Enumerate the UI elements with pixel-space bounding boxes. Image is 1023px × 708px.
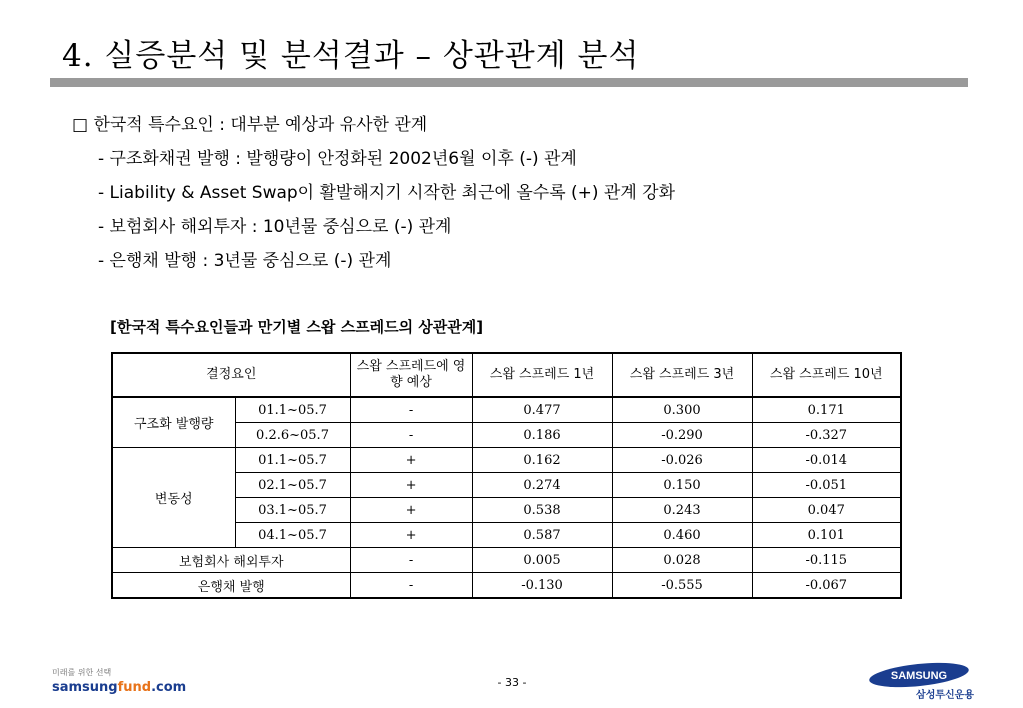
value-cell: -0.067 xyxy=(752,573,901,599)
value-cell: 0.587 xyxy=(472,523,612,548)
value-cell: 0.274 xyxy=(472,473,612,498)
period-cell: 03.1~05.7 xyxy=(235,498,350,523)
samsung-logo xyxy=(862,662,974,704)
brand-part-samsung: samsung xyxy=(52,680,118,695)
row-label-bank-bond: 은행채 발행 xyxy=(112,573,350,599)
footer-brand-url[interactable] xyxy=(52,680,186,695)
effect-cell: - xyxy=(350,548,472,573)
brand-part-com: .com xyxy=(151,680,187,695)
period-cell: 02.1~05.7 xyxy=(235,473,350,498)
page-number: - 33 - xyxy=(497,676,527,689)
row-label-insurance: 보험회사 해외투자 xyxy=(112,548,350,573)
brand-part-fund: fund xyxy=(117,680,152,695)
value-cell: -0.115 xyxy=(752,548,901,573)
header-spread-10y: 스왑 스프레드 10년 xyxy=(752,353,901,397)
logo-wordmark: SAMSUNG xyxy=(890,670,948,682)
value-cell: -0.051 xyxy=(752,473,901,498)
bullet-item: - 보험회사 해외투자 : 10년물 중심으로 (-) 관계 xyxy=(98,217,452,237)
value-cell: -0.290 xyxy=(612,423,752,448)
bullet-list xyxy=(72,108,675,278)
header-factor: 결정요인 xyxy=(112,353,350,397)
value-cell: 0.460 xyxy=(612,523,752,548)
value-cell: 0.028 xyxy=(612,548,752,573)
value-cell: 0.300 xyxy=(612,397,752,423)
table-header-row xyxy=(112,353,901,397)
value-cell: 0.538 xyxy=(472,498,612,523)
value-cell: 0.005 xyxy=(472,548,612,573)
effect-cell: - xyxy=(350,423,472,448)
period-cell: 01.1~05.7 xyxy=(235,397,350,423)
value-cell: 0.243 xyxy=(612,498,752,523)
value-cell: 0.171 xyxy=(752,397,901,423)
table-row xyxy=(112,573,901,599)
value-cell: 0.162 xyxy=(472,448,612,473)
value-cell: 0.047 xyxy=(752,498,901,523)
value-cell: 0.150 xyxy=(612,473,752,498)
period-cell: 01.1~05.7 xyxy=(235,448,350,473)
header-effect: 스왑 스프레드에 영향 예상 xyxy=(350,353,472,397)
value-cell: -0.026 xyxy=(612,448,752,473)
footer-tagline: 미래를 위한 선택 xyxy=(52,668,112,677)
effect-cell: + xyxy=(350,448,472,473)
table-row xyxy=(112,548,901,573)
slide-title: 4. 실증분석 및 분석결과 – 상관관계 분석 xyxy=(62,38,640,74)
value-cell: -0.555 xyxy=(612,573,752,599)
header-spread-1y: 스왑 스프레드 1년 xyxy=(472,353,612,397)
bullet-item: - 은행채 발행 : 3년물 중심으로 (-) 관계 xyxy=(98,251,392,271)
correlation-table xyxy=(111,352,902,599)
effect-cell: + xyxy=(350,498,472,523)
value-cell: 0.186 xyxy=(472,423,612,448)
effect-cell: - xyxy=(350,397,472,423)
group-label-volatility: 변동성 xyxy=(112,448,235,548)
table-row xyxy=(112,397,901,423)
samsung-logo-icon xyxy=(862,662,974,688)
effect-cell: + xyxy=(350,523,472,548)
header-spread-3y: 스왑 스프레드 3년 xyxy=(612,353,752,397)
effect-cell: + xyxy=(350,473,472,498)
period-cell: 04.1~05.7 xyxy=(235,523,350,548)
title-underline-bar xyxy=(50,78,968,87)
corp-name: 삼성투신운용 xyxy=(916,690,974,701)
bullet-heading: □ 한국적 특수요인 : 대부분 예상과 유사한 관계 xyxy=(72,115,428,135)
period-cell: 0.2.6~05.7 xyxy=(235,423,350,448)
value-cell: -0.014 xyxy=(752,448,901,473)
value-cell: -0.327 xyxy=(752,423,901,448)
bullet-item: - 구조화채권 발행 : 발행량이 안정화된 2002년6월 이후 (-) 관계 xyxy=(98,149,577,169)
effect-cell: - xyxy=(350,573,472,599)
table-row xyxy=(112,448,901,473)
value-cell: 0.477 xyxy=(472,397,612,423)
value-cell: -0.130 xyxy=(472,573,612,599)
bullet-item: - Liability & Asset Swap이 활발해지기 시작한 최근에 올수록 (+) 관계 강화 xyxy=(98,183,676,203)
table-caption: [한국적 특수요인들과 만기별 스왑 스프레드의 상관관계] xyxy=(110,318,484,336)
value-cell: 0.101 xyxy=(752,523,901,548)
group-label-structured: 구조화 발행량 xyxy=(112,397,235,448)
